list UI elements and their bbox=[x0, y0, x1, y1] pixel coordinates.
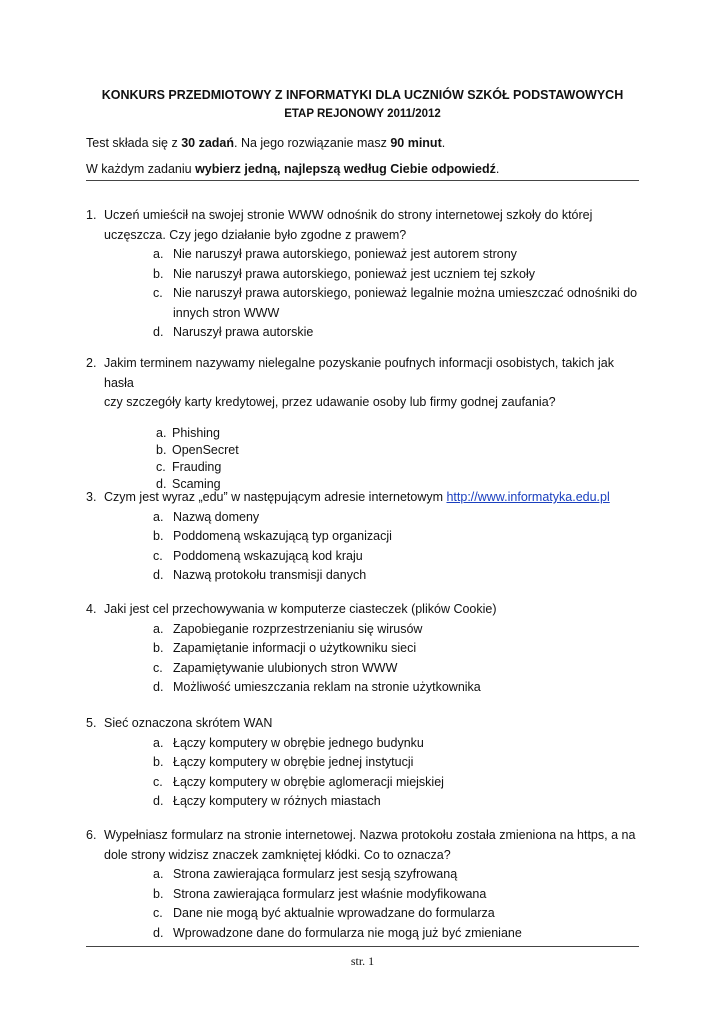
question-4 bbox=[86, 600, 646, 698]
question-3 bbox=[86, 488, 646, 586]
question-text: 1. Uczeń umieścił na swojej stronie WWW odnośnik do strony internetowej szkoły do której uczęszcza. Czy jego działanie było zgodne z prawem? bbox=[86, 208, 593, 242]
answer-options bbox=[86, 508, 646, 586]
answer-option[interactable]: d. Naruszył prawa autorskie bbox=[153, 325, 314, 339]
question-text: 2. Jakim terminem nazywamy nielegalne pozyskanie poufnych informacji osobistych, takich jak hasła czy szczegóły karty kredytowej, przez udawanie osoby lub firmy godnej zaufania? bbox=[86, 356, 614, 409]
url-link[interactable]: http://www.informatyka.edu.pl bbox=[446, 490, 610, 504]
question-text: 6. Wypełniasz formularz na stronie internetowej. Nazwa protokołu została zmieniona na https, a na dole strony widzisz znaczek zamkniętej kłódki. Co to oznacza? bbox=[86, 828, 636, 862]
answer-option[interactable]: c. Nie naruszył prawa autorskiego, ponieważ legalnie można umieszczać odnośniki do innych stron WWW bbox=[153, 286, 638, 320]
answer-option[interactable]: b. Poddomeną wskazującą typ organizacji bbox=[153, 529, 392, 543]
question-2 bbox=[86, 354, 646, 493]
answer-option[interactable]: d. Nazwą protokołu transmisji danych bbox=[153, 568, 367, 582]
question-number: 3. bbox=[86, 490, 97, 504]
answer-options bbox=[86, 865, 646, 943]
question-6 bbox=[86, 826, 646, 943]
answer-option[interactable]: c. Dane nie mogą być aktualnie wprowadzane do formularza bbox=[153, 906, 495, 920]
answer-options bbox=[86, 245, 646, 343]
question-number: 2. bbox=[86, 356, 97, 370]
answer-option[interactable]: a. Strona zawierająca formularz jest sesją szyfrowaną bbox=[153, 867, 458, 881]
answer-option[interactable]: d. Wprowadzone dane do formularza nie mogą już być zmieniane bbox=[153, 925, 522, 940]
answer-option[interactable]: d. Łączy komputery w różnych miastach bbox=[153, 794, 381, 808]
answer-options bbox=[86, 734, 646, 812]
question-number: 4. bbox=[86, 602, 97, 616]
question-text: 3. Czym jest wyraz „edu” w następującym adresie internetowym http://www.informatyka.edu.pl bbox=[86, 488, 646, 508]
answer-options bbox=[86, 620, 646, 698]
question-text: 4. Jaki jest cel przechowywania w komputerze ciasteczek (plików Cookie) bbox=[86, 600, 646, 620]
question-number: 6. bbox=[86, 828, 97, 842]
answer-option[interactable]: d. Scaming bbox=[156, 476, 221, 491]
answer-option[interactable]: a. Nazwą domeny bbox=[153, 509, 260, 524]
question-5 bbox=[86, 714, 646, 812]
intro-line-1: Test składa się z 30 zadań. Na jego rozwiązanie masz 90 minut. bbox=[86, 136, 446, 150]
answer-option[interactable]: a. Łączy komputery w obrębie jednego budynku bbox=[153, 735, 424, 750]
question-number: 1. bbox=[86, 208, 97, 222]
answer-options bbox=[86, 425, 646, 493]
answer-option[interactable]: a. Zapobieganie rozprzestrzenianiu się wirusów bbox=[153, 621, 423, 636]
answer-option[interactable]: c. Zapamiętywanie ulubionych stron WWW bbox=[153, 660, 398, 675]
answer-option[interactable]: a. Nie naruszył prawa autorskiego, ponieważ jest autorem strony bbox=[153, 247, 517, 261]
divider-top bbox=[86, 180, 639, 181]
answer-option[interactable]: b. Łączy komputery w obrębie jednej instytucji bbox=[153, 755, 414, 769]
answer-option[interactable]: c. Frauding bbox=[156, 459, 222, 474]
answer-option[interactable]: c. Łączy komputery w obrębie aglomeracji miejskiej bbox=[153, 774, 444, 789]
answer-option[interactable]: b. Strona zawierająca formularz jest właśnie modyfikowana bbox=[153, 886, 487, 901]
question-number: 5. bbox=[86, 716, 97, 730]
answer-option[interactable]: b. Zapamiętanie informacji o użytkowniku sieci bbox=[153, 641, 417, 655]
intro-line-2: W każdym zadaniu wybierz jedną, najlepszą według Ciebie odpowiedź. bbox=[86, 162, 500, 176]
document-subtitle: ETAP REJONOWY 2011/2012 bbox=[284, 108, 441, 120]
answer-option[interactable]: a. Phishing bbox=[156, 425, 220, 440]
document-title: KONKURS PRZEDMIOTOWY Z INFORMATYKI DLA UCZNIÓW SZKÓŁ PODSTAWOWYCH bbox=[101, 88, 624, 102]
answer-option[interactable]: d. Możliwość umieszczania reklam na stronie użytkownika bbox=[153, 680, 481, 694]
answer-option[interactable]: c. Poddomeną wskazującą kod kraju bbox=[153, 548, 363, 563]
answer-option[interactable]: b. OpenSecret bbox=[156, 442, 239, 457]
question-text: 5. Sieć oznaczona skrótem WAN bbox=[86, 714, 646, 734]
answer-option[interactable]: b. Nie naruszył prawa autorskiego, ponieważ jest uczniem tej szkoły bbox=[153, 266, 535, 281]
page-number: str. 1 bbox=[350, 954, 375, 968]
divider-bottom bbox=[86, 946, 639, 947]
question-1 bbox=[86, 206, 646, 343]
